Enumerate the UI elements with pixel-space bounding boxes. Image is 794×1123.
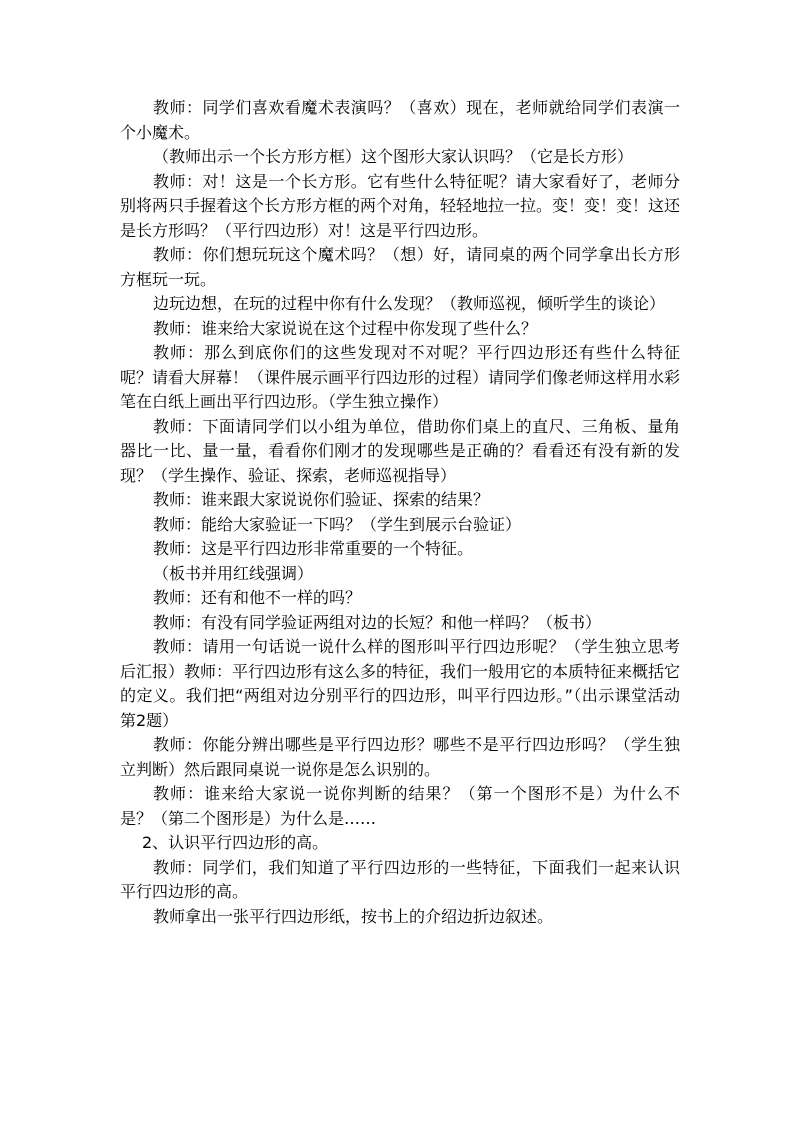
paragraph-5: 边玩边想，在玩的过程中你有什么发现？（教师巡视，倾听学生的谈论）	[153, 294, 666, 313]
paragraph-13: 教师：还有和他不一样的吗？	[153, 588, 362, 607]
paragraph-2: （教师出示一个长方形方框）这个图形大家认识吗？（它是长方形）	[153, 147, 634, 166]
paragraph-7: 教师：那么到底你们的这些发现对不对呢？平行四边形还有些什么特征呢？请看大屏幕！（课件展示画平行四边形的过程）请同学们像老师这样用水彩笔在白纸上画出平行四边形。（学生独立操作）	[120, 343, 681, 411]
paragraph-4: 教师：你们想玩玩这个魔术吗？（想）好，请同桌的两个同学拿出长方形方框玩一玩。	[120, 245, 680, 289]
paragraph-16: 教师：你能分辨出哪些是平行四边形？哪些不是平行四边形吗？（学生独立判断）然后跟同桌说一说你是怎么识别的。	[120, 735, 680, 779]
paragraph-11: 教师：这是平行四边形非常重要的一个特征。	[153, 539, 474, 558]
paragraph-15: 教师：请用一句话说一说什么样的图形叫平行四边形呢？（学生独立思考后汇报）教师：平行四边形有这么多的特征，我们一般用它的本质特征来概括它的定义。我们把“两组对边分别平行的四边形，叫平行四边形。”（出示课堂活动第2题）	[120, 637, 681, 730]
paragraph-9: 教师：谁来跟大家说说你们验证、探索的结果？	[153, 490, 490, 509]
paragraph-6: 教师：谁来给大家说说在这个过程中你发现了些什么？	[153, 318, 538, 338]
document-body	[120, 96, 680, 929]
paragraph-17: 教师：谁来给大家说一说你判断的结果？（第一个图形不是）为什么不是？（第二个图形是）为什么是……	[120, 784, 680, 828]
paragraph-8: 教师：下面请同学们以小组为单位，借助你们桌上的直尺、三角板、量角器比一比、量一量，看看你们刚才的发现哪些是正确的？看看还有没有新的发现？（学生操作、验证、探索，老师巡视指导）	[120, 416, 680, 485]
paragraph-10: 教师：能给大家验证一下吗？（学生到展示台验证）	[153, 514, 522, 534]
section-heading: 2、认识平行四边形的高。	[142, 833, 329, 852]
paragraph-20: 教师拿出一张平行四边形纸，按书上的介绍边折边叙述。	[153, 906, 554, 926]
paragraph-19: 教师：同学们，我们知道了平行四边形的一些特征，下面我们一起来认识平行四边形的高。	[120, 857, 680, 901]
paragraph-12: （板书并用红线强调）	[153, 563, 314, 583]
paragraph-1: 教师：同学们喜欢看魔术表演吗？（喜欢）现在，老师就给同学们表演一个小魔术。	[120, 98, 680, 142]
paragraph-3: 教师：对！这是一个长方形。它有些什么特征呢？请大家看好了，老师分别将两只手握着这个长方形方框的两个对角，轻轻地拉一拉。变！变！变！这还是长方形吗？（平行四边形）对！这是平行四边形。	[120, 171, 681, 240]
paragraph-14: 教师：有没有同学验证两组对边的长短？和他一样吗？（板书）	[153, 612, 602, 632]
